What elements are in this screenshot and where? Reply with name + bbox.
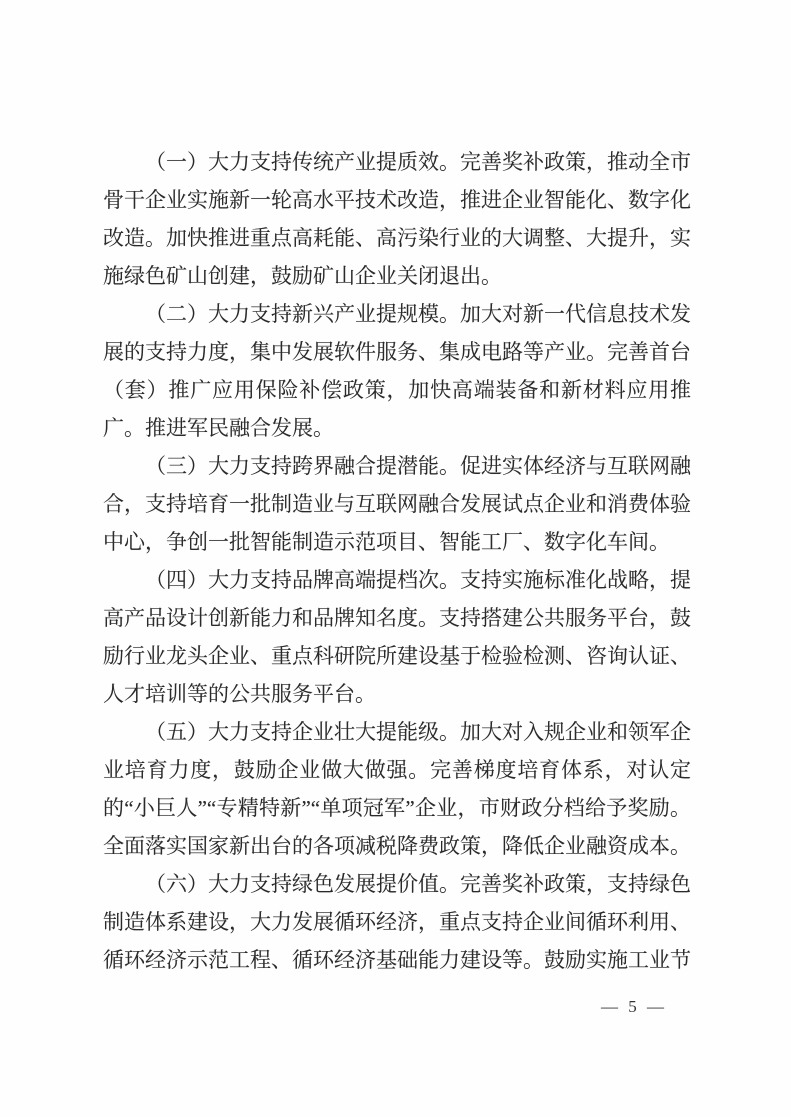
paragraph-3: （三）大力支持跨界融合提潜能。促进实体经济与互联网融合，支持培育一批制造业与互联网融合发展试点企业和消费体验中心，争创一批智能制造示范项目、智能工厂、数字化车间。 bbox=[103, 454, 691, 554]
paragraph-1: （一）大力支持传统产业提质效。完善奖补政策，推动全市骨干企业实施新一轮高水平技术改造，推进企业智能化、数字化改造。加快推进重点高耗能、高污染行业的大调整、大提升，实施绿色矿山创建，鼓励矿山企业关闭退出。 bbox=[103, 150, 691, 288]
page-number: — 5 — bbox=[601, 997, 667, 1016]
paragraph-2: （二）大力支持新兴产业提规模。加大对新一代信息技术发展的支持力度，集中发展软件服务、集成电路等产业。完善首台（套）推广应用保险补偿政策，加快高端装备和新材料应用推广。推进军民融合发展。 bbox=[103, 302, 691, 440]
paragraph-6: （六）大力支持绿色发展提价值。完善奖补政策，支持绿色制造体系建设，大力发展循环经济，重点支持企业间循环利用、循环经济示范工程、循环经济基础能力建设等。鼓励实施工业节 bbox=[103, 872, 691, 972]
document-body bbox=[103, 143, 691, 979]
paragraph-4: （四）大力支持品牌高端提档次。支持实施标准化战略，提高产品设计创新能力和品牌知名度。支持搭建公共服务平台，鼓励行业龙头企业、重点科研院所建设基于检验检测、咨询认证、人才培训等的公共服务平台。 bbox=[103, 568, 691, 706]
paragraph-5: （五）大力支持企业壮大提能级。加大对入规企业和领军企业培育力度，鼓励企业做大做强。完善梯度培育体系，对认定的“小巨人”“专精特新”“单项冠军”企业，市财政分档给予奖励。全面落实国家新出台的各项减税降费政策，降低企业融资成本。 bbox=[103, 720, 691, 858]
